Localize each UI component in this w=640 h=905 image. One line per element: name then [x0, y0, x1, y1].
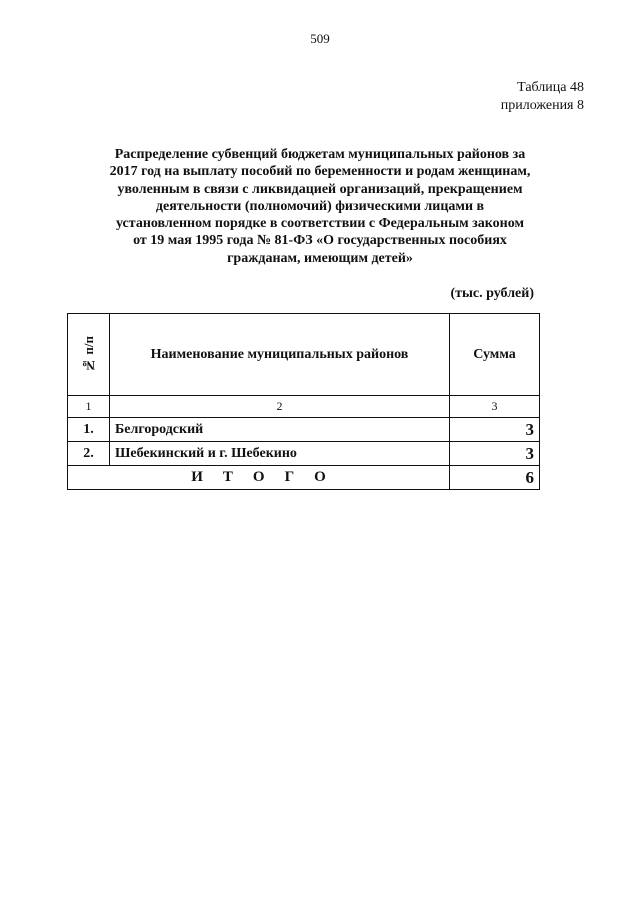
table-header-row — [68, 314, 540, 396]
column-number: 1 — [68, 396, 110, 418]
row-sum: 3 — [450, 418, 540, 442]
title-line: Распределение субвенций бюджетам муниципальных районов за — [114, 147, 526, 162]
table-row — [68, 418, 540, 442]
document-title — [70, 146, 570, 267]
row-number: 2. — [68, 442, 110, 466]
header-num: № п/п — [80, 336, 96, 373]
row-number: 1. — [68, 418, 110, 442]
district-name: Белгородский — [110, 418, 450, 442]
subventions-table — [67, 313, 540, 490]
total-sum: 6 — [450, 466, 540, 490]
appendix-label: приложения 8 — [500, 98, 584, 113]
title-line: гражданам, имеющим детей» — [227, 250, 413, 266]
total-letter: Т — [222, 469, 233, 485]
total-label — [68, 466, 450, 490]
page-number: 509 — [310, 31, 330, 46]
row-sum: 3 — [450, 442, 540, 466]
title-line: 2017 год на выплату пособий по беременности и родам женщинам, — [109, 164, 531, 180]
total-letter: О — [314, 469, 326, 485]
title-line: от 19 мая 1995 года № 81-ФЗ «О государственных пособиях — [133, 233, 507, 249]
table-reference — [501, 79, 584, 115]
column-number-row — [68, 396, 540, 418]
district-name: Шебекинский и г. Шебекино — [110, 442, 450, 466]
title-line: установленном порядке в соответствии с Федеральным законом — [115, 216, 525, 232]
column-number: 2 — [110, 396, 450, 418]
total-letter: И — [191, 469, 203, 485]
title-line: уволенным в связи с ликвидацией организаций, прекращением — [117, 181, 523, 197]
title-line: деятельности (полномочий) физическими лицами в — [155, 198, 485, 214]
total-row — [68, 466, 540, 490]
header-name: Наименование муниципальных районов — [110, 314, 450, 396]
units-label: (тыс. рублей) — [450, 286, 534, 301]
header-num-cell — [68, 314, 110, 396]
total-letter: О — [252, 469, 265, 485]
table-label: Таблица 48 — [517, 80, 584, 95]
table-row — [68, 442, 540, 466]
header-sum: Сумма — [450, 314, 540, 396]
total-letter: Г — [284, 469, 295, 485]
column-number: 3 — [450, 396, 540, 418]
